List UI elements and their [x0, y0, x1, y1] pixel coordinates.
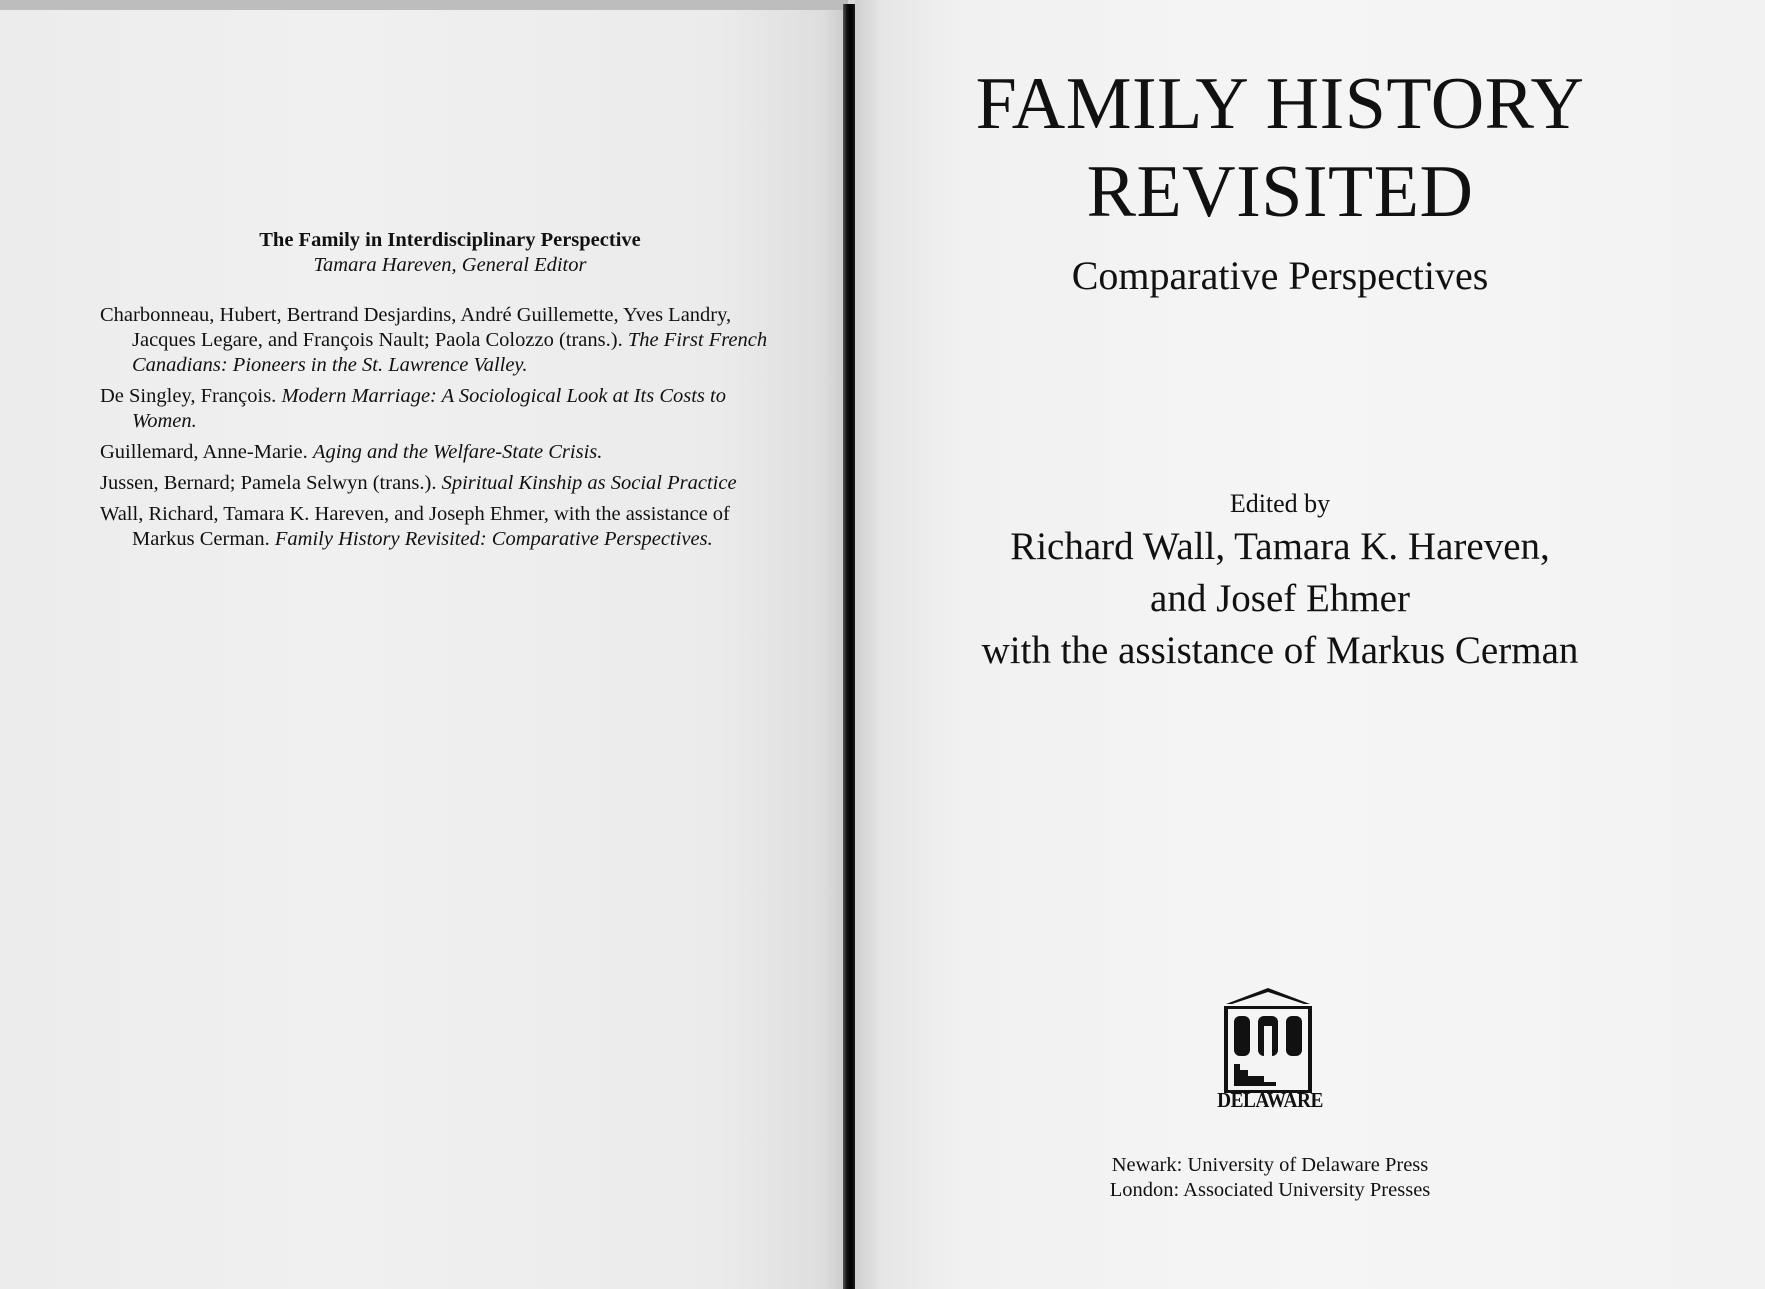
list-item — [100, 384, 780, 434]
editors-line-1: Richard Wall, Tamara K. Hareven, — [1010, 525, 1550, 568]
editors-line-2: and Josef Ehmer — [1150, 577, 1410, 620]
editors-block — [900, 487, 1660, 677]
entry-title: Aging and the Welfare-State Crisis. — [312, 441, 603, 463]
series-heading — [100, 228, 800, 278]
list-item — [100, 303, 780, 378]
entry-authors: Guillemard, Anne-Marie. — [100, 441, 308, 463]
series-book-list — [100, 303, 780, 558]
entry-authors: Charbonneau, Hubert, Bertrand Desjardins, André Guillemette, Yves Landry, Jacques Legare, and François Nault; Paola Colozzo (trans.). — [100, 304, 732, 351]
publisher-line-1: Newark: University of Delaware Press — [1111, 1154, 1429, 1176]
book-title-line1: FAMILY HISTORY — [975, 63, 1585, 145]
entry-authors: De Singley, François. — [100, 385, 277, 407]
page-edge-shadow — [0, 0, 848, 10]
entry-title: Modern Marriage: A Sociological Look at Its Costs to Women. — [132, 385, 726, 432]
title-block — [900, 60, 1660, 300]
editors-line-3: with the assistance of Markus Cerman — [981, 629, 1579, 672]
entry-authors: Jussen, Bernard; Pamela Selwyn (trans.). — [100, 472, 437, 494]
entry-title: Family History Revisited: Comparative Perspectives. — [274, 528, 713, 550]
book-subtitle: Comparative Perspectives — [1071, 253, 1489, 298]
publisher-imprint — [1000, 1153, 1540, 1203]
series-title: The Family in Interdisciplinary Perspective — [259, 229, 641, 251]
left-page — [0, 10, 848, 1289]
logo-wordmark: DELAWARE — [1217, 1088, 1323, 1112]
publisher-line-2: London: Associated University Presses — [1109, 1179, 1431, 1201]
edited-by-label: Edited by — [1229, 489, 1331, 518]
list-item — [100, 502, 780, 552]
list-item — [100, 440, 780, 465]
entry-title: The First French Canadians: Pioneers in the St. Lawrence Valley. — [132, 329, 768, 376]
list-item — [100, 471, 780, 496]
entry-title: Spiritual Kinship as Social Practice — [441, 472, 737, 494]
series-editor: Tamara Hareven, General Editor — [313, 254, 587, 276]
entry-authors: Wall, Richard, Tamara K. Hareven, and Joseph Ehmer, with the assistance of Markus Cerman. — [100, 503, 730, 550]
book-title-line2: REVISITED — [1086, 151, 1474, 233]
